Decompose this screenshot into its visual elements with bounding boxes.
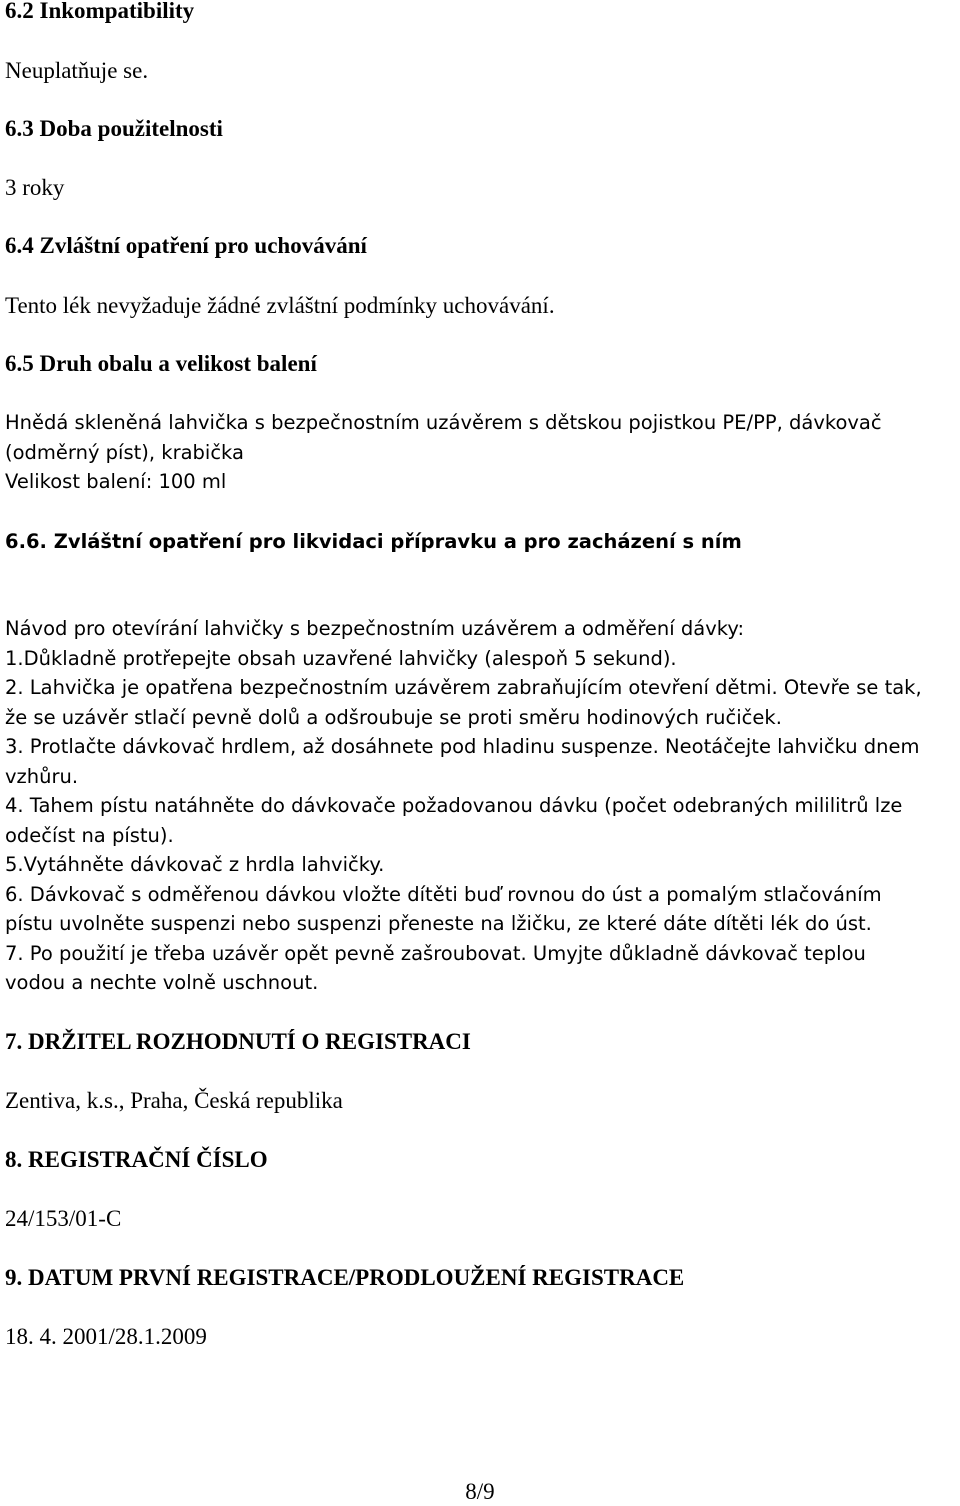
- section-8-heading: 8. REGISTRAČNÍ ČÍSLO: [5, 1147, 268, 1172]
- section-6-6-line: 2. Lahvička je opatřena bezpečnostním uzávěrem zabraňujícím otevření dětmi. Otevře se tak,: [5, 676, 922, 699]
- section-6-6-intro: Návod pro otevírání lahvičky s bezpečnostním uzávěrem a odměření dávky:: [5, 617, 745, 640]
- section-6-6-line: 7. Po použití je třeba uzávěr opět pevně zašroubovat. Umyjte důkladně dávkovač teplou: [5, 941, 866, 965]
- section-6-3-heading: 6.3 Doba použitelnosti: [5, 116, 223, 141]
- page-number: 8/9: [465, 1479, 495, 1504]
- section-7-heading: 7. DRŽITEL ROZHODNUTÍ O REGISTRACI: [5, 1029, 471, 1054]
- section-6-6-line: 3. Protlačte dávkovač hrdlem, až dosáhnete pod hladinu suspenze. Neotáčejte lahvičku dnem: [5, 735, 920, 758]
- section-6-5-heading: 6.5 Druh obalu a velikost balení: [5, 351, 317, 376]
- section-6-6-line: vodou a nechte volně uschnout.: [5, 971, 319, 994]
- section-7-text: Zentiva, k.s., Praha, Česká republika: [5, 1088, 343, 1113]
- section-6-6-line: vzhůru.: [5, 764, 79, 788]
- section-9-text: 18. 4. 2001/28.1.2009: [5, 1324, 207, 1349]
- section-6-3-text: 3 roky: [5, 175, 65, 200]
- section-6-5-line: (odměrný píst), krabička: [5, 440, 244, 464]
- section-6-5-body: [5, 408, 960, 497]
- section-6-6-line: odečíst na pístu).: [5, 823, 174, 847]
- section-6-2-heading: 6.2 Inkompatibility: [5, 0, 195, 23]
- section-6-5-line: Hnědá skleněná lahvička s bezpečnostním uzávěrem s dětskou pojistkou PE/PP, dávkovač: [5, 411, 882, 434]
- section-6-6-line: 1.Důkladně protřepejte obsah uzavřené lahvičky (alespoň 5 sekund).: [5, 646, 677, 670]
- section-8-text: 24/153/01-C: [5, 1206, 122, 1231]
- section-6-6-body: [5, 614, 960, 998]
- section-6-6-line: 6. Dávkovač s odměřenou dávkou vložte dítěti buď rovnou do úst a pomalým stlačováním: [5, 882, 882, 906]
- section-6-5-line: Velikost balení: 100 ml: [5, 470, 227, 493]
- section-6-4-heading: 6.4 Zvláštní opatření pro uchovávání: [5, 233, 367, 258]
- section-6-6-line: pístu uvolněte suspenzi nebo suspenzi přeneste na lžičku, ze které dáte dítěti lék do úst.: [5, 912, 872, 935]
- section-6-4-text: Tento lék nevyžaduje žádné zvláštní podmínky uchovávání.: [5, 293, 555, 318]
- section-6-2-text: Neuplatňuje se.: [5, 58, 149, 83]
- section-6-6-line: že se uzávěr stlačí pevně dolů a odšroubuje se proti směru hodinových ručiček.: [5, 705, 782, 729]
- section-6-6-line: 4. Tahem pístu natáhněte do dávkovače požadovanou dávku (počet odebraných mililitrů lze: [5, 794, 903, 817]
- section-6-6-heading: 6.6. Zvláštní opatření pro likvidaci přípravku a pro zacházení s ním: [5, 530, 742, 553]
- section-6-6-line: 5.Vytáhněte dávkovač z hrdla lahvičky.: [5, 853, 385, 876]
- section-9-heading: 9. DATUM PRVNÍ REGISTRACE/PRODLOUŽENÍ REGISTRACE: [5, 1265, 685, 1290]
